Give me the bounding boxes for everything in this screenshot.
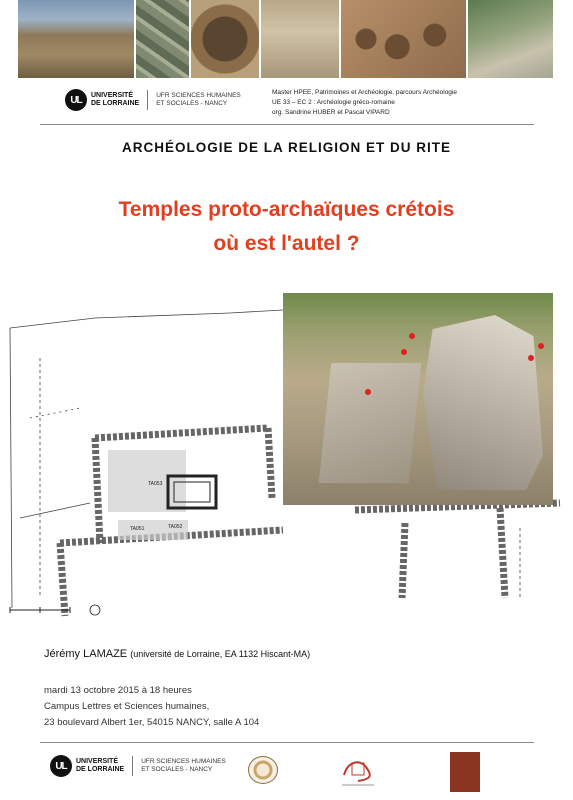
event-details	[44, 683, 259, 731]
lecture-title-line1: Temples proto-archaïques crétois	[118, 198, 455, 221]
divider-top	[40, 124, 534, 125]
poppy-icon	[365, 389, 371, 395]
university-logo-bottom	[50, 755, 226, 777]
university-name: UNIVERSITÉ DE LORRAINE	[91, 92, 140, 107]
poppy-icon	[528, 355, 534, 361]
poppy-icon	[538, 343, 544, 349]
pithoi-photo	[341, 0, 467, 78]
series-title: ARCHÉOLOGIE DE LA RELIGION ET DU RITE	[121, 140, 451, 155]
site-aerial-photo	[468, 0, 553, 78]
north-arrow-icon	[90, 605, 100, 615]
stone-slab	[319, 363, 422, 483]
speaker-name: Jérémy LAMAZE	[44, 648, 128, 660]
aerial-photo	[136, 0, 190, 78]
divider-bottom	[40, 742, 534, 743]
landscape-photo	[18, 0, 134, 78]
logo-divider	[147, 90, 148, 110]
stele-photo	[261, 0, 339, 78]
logo-divider	[132, 756, 133, 776]
lecture-title-line2: où est l'autel ?	[213, 232, 360, 255]
course-info: Master HPEE, Patrimoines et Archéologie, parcours Archéologie UE 33 – EC 2 : Archéologie gréco-romaine org. Sandrine HUBER et Pascal VIPARD	[272, 89, 457, 116]
poppy-icon	[401, 349, 407, 355]
event-address: 23 boulevard Albert 1er, 54015 NANCY, salle A 104	[44, 717, 260, 728]
university-logo-top	[65, 89, 241, 111]
plan-label-ta052: TA052	[168, 524, 183, 530]
partner-laboratory-logo	[338, 753, 378, 789]
excavation-photo	[191, 0, 259, 78]
university-logo-icon: UL	[65, 89, 87, 111]
speaker	[44, 648, 310, 660]
ufr-name: UFR SCIENCES HUMAINES ET SOCIALES - NANCY	[141, 758, 226, 773]
poppy-icon	[409, 333, 415, 339]
plan-label-ta051: TA051	[130, 526, 145, 532]
stone-altar	[423, 315, 543, 490]
event-place: Campus Lettres et Sciences humaines,	[44, 701, 210, 712]
partner-seal-logo	[248, 756, 278, 784]
ufr-name: UFR SCIENCES HUMAINES ET SOCIALES - NANCY	[156, 92, 241, 107]
plan-label-ta053: TA053	[148, 481, 163, 487]
university-logo-icon: UL	[50, 755, 72, 777]
partner-research-unit-logo	[450, 752, 480, 792]
university-name: UNIVERSITÉ DE LORRAINE	[76, 758, 125, 773]
altar-photo	[283, 293, 553, 505]
event-date: mardi 13 octobre 2015 à 18 heures	[44, 685, 192, 696]
speaker-affiliation: (université de Lorraine, EA 1132 Hiscant-MA)	[130, 649, 311, 659]
photo-strip	[18, 0, 553, 78]
